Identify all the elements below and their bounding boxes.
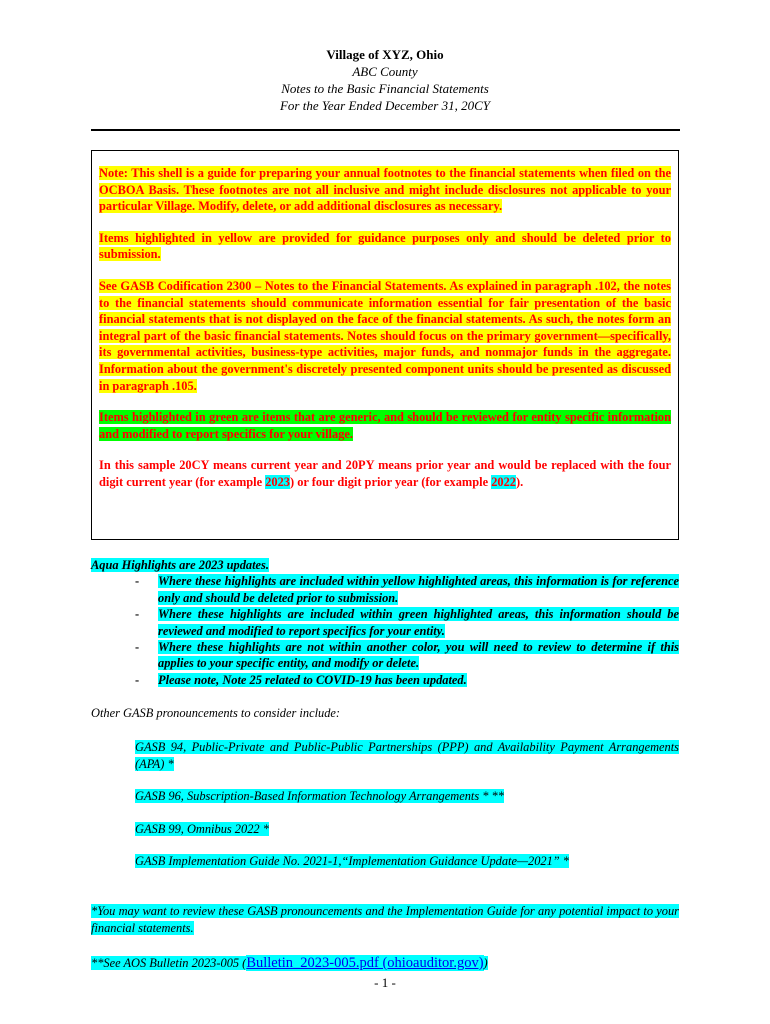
list-dash: - [135,640,140,655]
page-number: - 1 - [374,975,396,990]
note-yellow-text: Items highlighted in yellow are provided for guidance purposes only and should be deleted prior to submission. [99,230,671,262]
bulletin-link[interactable]: Bulletin_2023-005.pdf (ohioauditor.gov) [246,955,484,971]
aqua-item-text: Where these highlights are included within yellow highlighted areas, this information is for reference only and should be deleted prior to submission. [158,574,679,605]
aqua-item [91,573,679,606]
pronouncement-item [135,853,679,870]
aqua-item-text: Where these highlights are included within green highlighted areas, this information should be reviewed and modified to report specifics for your entity. [158,607,679,638]
aqua-item [91,639,679,672]
aqua-item-text: Where these highlights are not within another color, you will need to review to determine if this applies to your specific entity, and modify or delete. [158,640,679,671]
footnote-bulletin [91,954,679,972]
aqua-list [91,573,679,688]
guidance-note-box [91,150,679,540]
note-year-explanation [99,457,671,490]
aqua-heading [91,557,679,573]
note-gasb-codification [99,278,671,394]
header-rule [91,129,680,131]
pronouncement-item [135,739,679,772]
county-name: ABC County [352,64,418,79]
footnote-review [91,903,679,936]
note-green-text: Items highlighted in green are items that are generic, and should be reviewed for entity specific information and modified to report specifics for your village. [99,410,671,441]
aqua-highlights-section [91,557,679,688]
pronouncement-text: GASB 99, Omnibus 2022 * [135,822,269,836]
list-dash: - [135,672,140,687]
document-subtitle: Notes to the Basic Financial Statements [281,81,489,96]
pronouncement-item [135,821,679,838]
pronouncement-item [135,788,679,805]
reporting-period: For the Year Ended December 31, 20CY [279,98,491,113]
aqua-item [91,672,679,688]
pronouncement-text: GASB Implementation Guide No. 2021-1,“Implementation Guidance Update—2021” * [135,854,569,868]
note-gasb-text: See GASB Codification 2300 – Notes to the Financial Statements. As explained in paragraph .102, the notes to the financial statements should communicate information essential for fair presentation of the basic financial statements that is not displayed on the face of the financial statements. As such, the notes form an integral part of the basic financial statements. Notes should focus on the primary government—specifically, its governmental activities, business-type activities, major funds, and nonmajor funds in the aggregate. Information about the government's discretely presented component units should be presented as discussed in paragraph .105. [99,278,671,393]
note-year-cy: 2023 [265,474,290,489]
note-year-py: 2022 [491,474,516,489]
pronouncement-text: GASB 94, Public-Private and Public-Public Partnerships (PPP) and Availability Payment Arrangements (APA) * [135,740,679,771]
aqua-heading-text: Aqua Highlights are 2023 updates. [91,558,269,572]
other-pronouncements-heading: Other GASB pronouncements to consider include: [91,706,341,720]
note-year-text-a: In this sample 20CY means current year and 20PY means prior year and would be replaced with the four digit current year (for example [99,458,671,489]
document-header [0,46,770,114]
note-year-text-c: ). [515,474,524,489]
aqua-item [91,606,679,639]
footnote-bulletin-suffix: ) [483,956,488,970]
note-year-text-b: ) or four digit prior year (for example [289,474,492,489]
list-dash: - [135,574,140,589]
aqua-item-text: Please note, Note 25 related to COVID-19 has been updated. [158,672,467,687]
entity-title: Village of XYZ, Ohio [326,47,444,62]
pronouncement-text: GASB 96, Subscription-Based Information Technology Arrangements * ** [135,789,504,803]
list-dash: - [135,607,140,622]
note-intro [99,165,671,215]
footnote-bulletin-prefix: **See AOS Bulletin 2023-005 ( [91,956,247,970]
note-green-items [99,409,671,442]
note-yellow-items [99,230,671,263]
footnote-review-text: *You may want to review these GASB pronouncements and the Implementation Guide for any potential impact to your financial statements. [91,904,679,935]
note-intro-text: Note: This shell is a guide for preparing your annual footnotes to the financial statements when filed on the OCBOA Basis. These footnotes are not all inclusive and might include disclosures not applicable to your particular Village. Modify, delete, or add additional disclosures as necessary. [99,166,671,214]
